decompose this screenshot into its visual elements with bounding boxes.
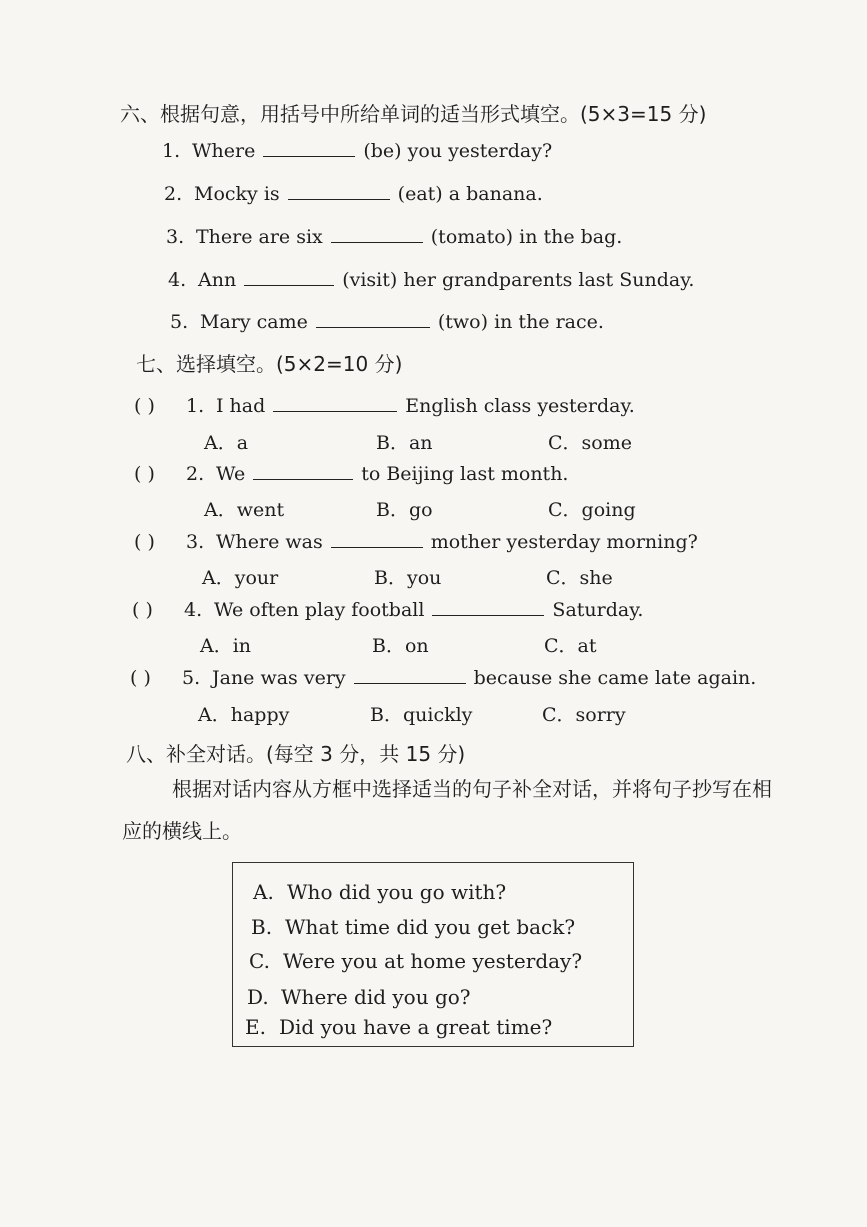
option-b[interactable]: B．quickly: [370, 704, 473, 726]
option-b[interactable]: B．you: [374, 567, 442, 589]
option-a[interactable]: A．went: [204, 499, 285, 521]
answer-blank[interactable]: [331, 224, 423, 243]
section7-options-1: [204, 428, 632, 455]
choice-b: B. What time did you get back?: [251, 915, 576, 939]
section6-heading: 六、根据句意，用括号中所给单词的适当形式填空。(5×3=15 分): [120, 102, 707, 126]
section6-item-1: 1. Where (be) you yesterday?: [162, 140, 553, 162]
section6-item-5: 5. Mary came (two) in the race.: [170, 311, 604, 333]
section7-item-5: ( ) 5. Jane was very because she came late again.: [130, 667, 757, 689]
option-a[interactable]: A．your: [202, 567, 279, 589]
choice-c: C. Were you at home yesterday?: [249, 949, 583, 973]
answer-blank: [273, 393, 397, 412]
section7-options-3: [202, 563, 613, 590]
option-c[interactable]: C．at: [544, 635, 597, 657]
answer-paren[interactable]: ( ): [132, 599, 153, 621]
choice-a: A. Who did you go with?: [253, 880, 507, 904]
section7-item-3: ( ) 3. Where was mother yesterday morning?: [134, 531, 698, 553]
option-a[interactable]: A．in: [200, 635, 252, 657]
answer-paren[interactable]: ( ): [134, 395, 155, 417]
section7-heading: 七、选择填空。(5×2=10 分): [136, 352, 403, 376]
choice-e: E. Did you have a great time?: [245, 1015, 553, 1039]
option-c[interactable]: C．some: [548, 432, 632, 454]
option-c[interactable]: C．she: [546, 567, 613, 589]
answer-blank: [331, 529, 423, 548]
answer-blank[interactable]: [316, 309, 430, 328]
answer-paren[interactable]: ( ): [134, 531, 155, 553]
section6-item-3: 3. There are six (tomato) in the bag.: [166, 226, 623, 248]
answer-paren[interactable]: ( ): [134, 463, 155, 485]
section7-options-5: [198, 700, 626, 727]
section6-item-2: 2. Mocky is (eat) a banana.: [164, 183, 543, 205]
sentence-choice-box: [232, 862, 634, 1047]
section7-item-1: ( ) 1. I had English class yesterday.: [134, 395, 635, 417]
answer-blank[interactable]: [244, 267, 334, 286]
option-b[interactable]: B．go: [376, 499, 433, 521]
option-c[interactable]: C．sorry: [542, 704, 626, 726]
answer-blank: [354, 665, 466, 684]
answer-blank[interactable]: [288, 181, 390, 200]
option-a[interactable]: A．happy: [198, 704, 290, 726]
answer-paren[interactable]: ( ): [130, 667, 151, 689]
answer-blank[interactable]: [263, 138, 355, 157]
option-b[interactable]: B．an: [376, 432, 433, 454]
section7-item-2: ( ) 2. We to Beijing last month.: [134, 463, 569, 485]
section7-options-4: [200, 631, 597, 658]
section6-item-4: 4. Ann (visit) her grandparents last Sunday.: [168, 269, 695, 291]
choice-d: D. Where did you go?: [247, 985, 471, 1009]
option-a[interactable]: A．a: [204, 432, 249, 454]
answer-blank: [432, 597, 544, 616]
section7-item-4: ( ) 4. We often play football Saturday.: [132, 599, 644, 621]
section8-heading: 八、补全对话。(每空 3 分，共 15 分): [126, 742, 466, 766]
option-b[interactable]: B．on: [372, 635, 429, 657]
answer-blank: [253, 461, 353, 480]
option-c[interactable]: C．going: [548, 499, 636, 521]
section8-instructions: 根据对话内容从方框中选择适当的句子补全对话，并将句子抄写在相应的横线上。: [122, 777, 772, 843]
section7-options-2: [204, 495, 636, 522]
